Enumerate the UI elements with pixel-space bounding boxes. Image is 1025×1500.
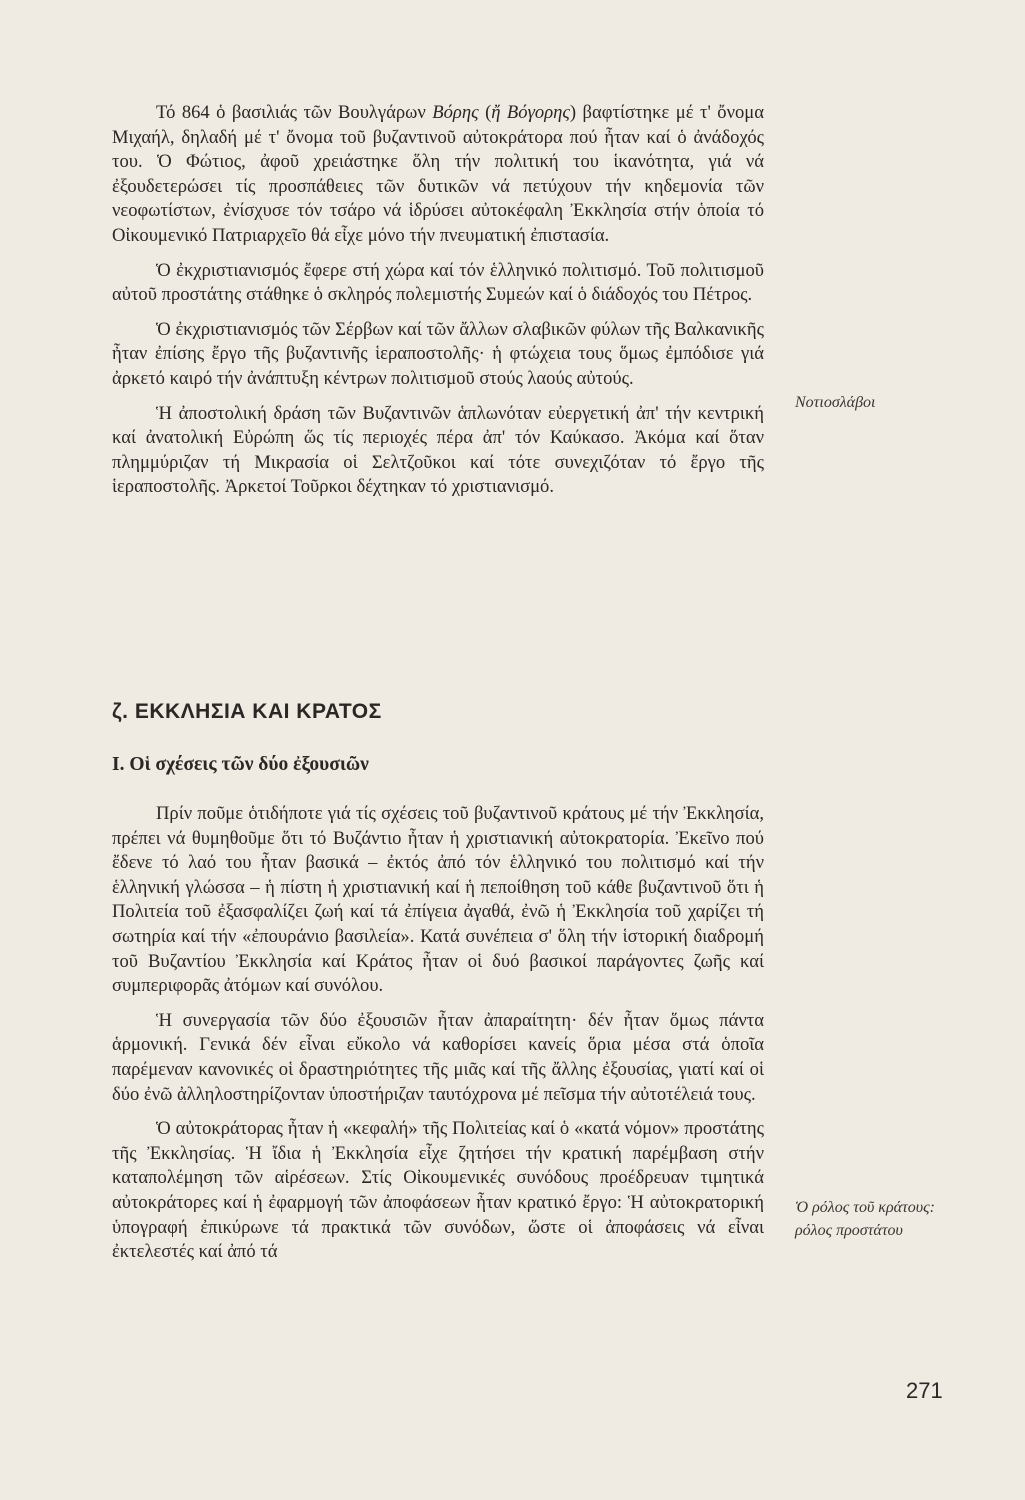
paragraph-3: Ὁ ἐκχριστιανισμός τῶν Σέρβων καί τῶν ἄλλων σλαβικῶν φύλων τῆς Βαλκανικῆς ἦταν ἐπίσης ἔργο τῆς βυζαντινῆς ἱεραποστολῆς· ἡ φτώχεια τους ὅμως ἐμπόδισε γιά ἀρκετό καιρό τήν ἀνάπτυξη κέντρων πολιτισμοῦ στούς λαούς αὐτούς. — [112, 318, 764, 389]
paragraph-4: Ἡ ἀποστολική δράση τῶν Βυζαντινῶν ἁπλωνόταν εὐεργετική ἀπ' τήν κεντρική καί ἀνατολική Εὐρώπη ὥς τίς περιοχές πέρα ἀπ' τόν Καύκασο. Ἀκόμα καί ὅταν πλημμύριζαν τή Μικρασία οἱ Σελτζοῦκοι καί τότε συνεχιζόταν τό ἔργο τῆς ἱεραποστολῆς. Ἀρκετοί Τοῦρκοι δέχτηκαν τό χριστιανισμό. — [112, 402, 764, 498]
paragraph-2: Ὁ ἐκχριστιανισμός ἔφερε στή χώρα καί τόν ἑλληνικό πολιτισμό. Τοῦ πολιτισμοῦ αὐτοῦ προστάτης στάθηκε ὁ σκληρός πολεμιστής Συμεών καί ὁ διάδοχός του Πέτρος. — [112, 259, 764, 306]
top-text-block — [112, 101, 764, 510]
margin-note-south-slavs: Νοτιοσλάβοι — [795, 394, 876, 411]
bottom-text-block — [112, 802, 764, 1275]
section-title: ζ. ΕΚΚΛΗΣΙΑ ΚΑΙ ΚΡΑΤΟΣ — [112, 700, 382, 723]
margin-note-role-of-state: Ὁ ρόλος τοῦ κράτους: ρόλος προστάτου — [795, 1199, 935, 1239]
paragraph-1-text-a: Τό 864 ὁ βασιλιάς τῶν Βουλγάρων — [156, 102, 433, 123]
subsection-title: Ι. Οἱ σχέσεις τῶν δύο ἐξουσιῶν — [112, 754, 369, 775]
name-bogoris: ἤ Βόγορης — [491, 102, 570, 123]
paragraph-1-text-b: ( — [478, 102, 492, 123]
name-boris: Βόρης — [432, 102, 479, 123]
paragraph-5: Πρίν ποῦμε ὁτιδήποτε γιά τίς σχέσεις τοῦ βυζαντινοῦ κράτους μέ τήν Ἐκκλησία, πρέπει νά θυμηθοῦμε ὅτι τό Βυζάντιο ἦταν ἡ χριστιανική αὐτοκρατορία. Ἐκεῖνο πού ἔδενε τό λαό του ἦταν βασικά – ἐκτός ἀπό τόν ἑλληνικό του πολιτισμό καί τήν ἑλληνική γλώσσα – ἡ πίστη ἡ χριστιανική καί ἡ πεποίθηση τοῦ κάθε βυζαντινοῦ ὅτι ἡ Πολιτεία τοῦ ἐξασφαλίζει ζωή καί τά ἐπίγεια ἀγαθά, ἐνῶ ἡ Ἐκκλησία τοῦ χαρίζει τή σωτηρία καί τήν «ἐπουράνιο βασιλεία». Κατά συνέπεια σ' ὅλη τήν ἱστορική διαδρομή τοῦ Βυζαντίου Ἐκκλησία καί Κράτος ἦταν οἱ δυό βασικοί παράγοντες ζωῆς καί συμπεριφορᾶς ἀτόμων καί συνόλου. — [112, 803, 764, 997]
paragraph-1-text-c: ) βαφτίστηκε μέ τ' ὄνομα Μιχαήλ, δηλαδή μέ τ' ὄνομα τοῦ βυζαντινοῦ αὐτοκράτορα πού ἦταν καί ὁ ἀνάδοχός του. Ὁ Φώτιος, ἀφοῦ χρειάστηκε ὅλη τήν πολιτική του ἱκανότητα, γιά νά ἐξουδετερώσει τίς προσπάθειες τῶν δυτικῶν νά πετύχουν τήν κηδεμονία τῶν νεοφωτίστων, ἐνίσχυσε τόν τσάρο νά ἱδρύσει αὐτοκέφαλη Ἐκκλησία στήν ὁποία τό Οἰκουμενικό Πατριαρχεῖο θά εἶχε μόνο τήν πνευματική ἐπιστασία. — [112, 102, 764, 246]
paragraph-7: Ὁ αὐτοκράτορας ἦταν ἡ «κεφαλή» τῆς Πολιτείας καί ὁ «κατά νόμον» προστάτης τῆς Ἐκκλησίας. Ἡ ἴδια ἡ Ἐκκλησία εἶχε ζητήσει τήν κρατική παρέμβαση στήν καταπολέμηση τῶν αἱρέσεων. Στίς Οἰκουμενικές συνόδους προέδρευαν τιμητικά αὐτοκράτορες καί ἡ ἐφαρμογή τῶν ἀποφάσεων ἦταν κρατικό ἔργο: Ἡ αὐτοκρατορική ὑπογραφή ἐπικύρωνε τά πρακτικά τῶν συνόδων, ὥστε οἱ ἀποφάσεις νά εἶναι ἐκτελεστές καί ἀπό τά — [112, 1118, 764, 1263]
paragraph-6: Ἡ συνεργασία τῶν δύο ἐξουσιῶν ἦταν ἀπαραίτητη· δέν ἦταν ὅμως πάντα ἁρμονική. Γενικά δέν εἶναι εὔκολο νά καθορίσει κανείς ὅρια μέσα στά ὁποῖα παρέμεναν κανονικές οἱ δραστηριότητες τῆς μιᾶς καί τῆς ἄλλης ἐξουσίας, γιατί καί οἱ δύο ἐνῶ ἀλληλοστηρίζονταν ὑποστήριζαν ταυτόχρονα μέ πεῖσμα τήν αὐτοτέλειά τους. — [112, 1009, 764, 1105]
page-number: 271 — [906, 1378, 943, 1403]
paragraph-1 — [112, 101, 764, 249]
